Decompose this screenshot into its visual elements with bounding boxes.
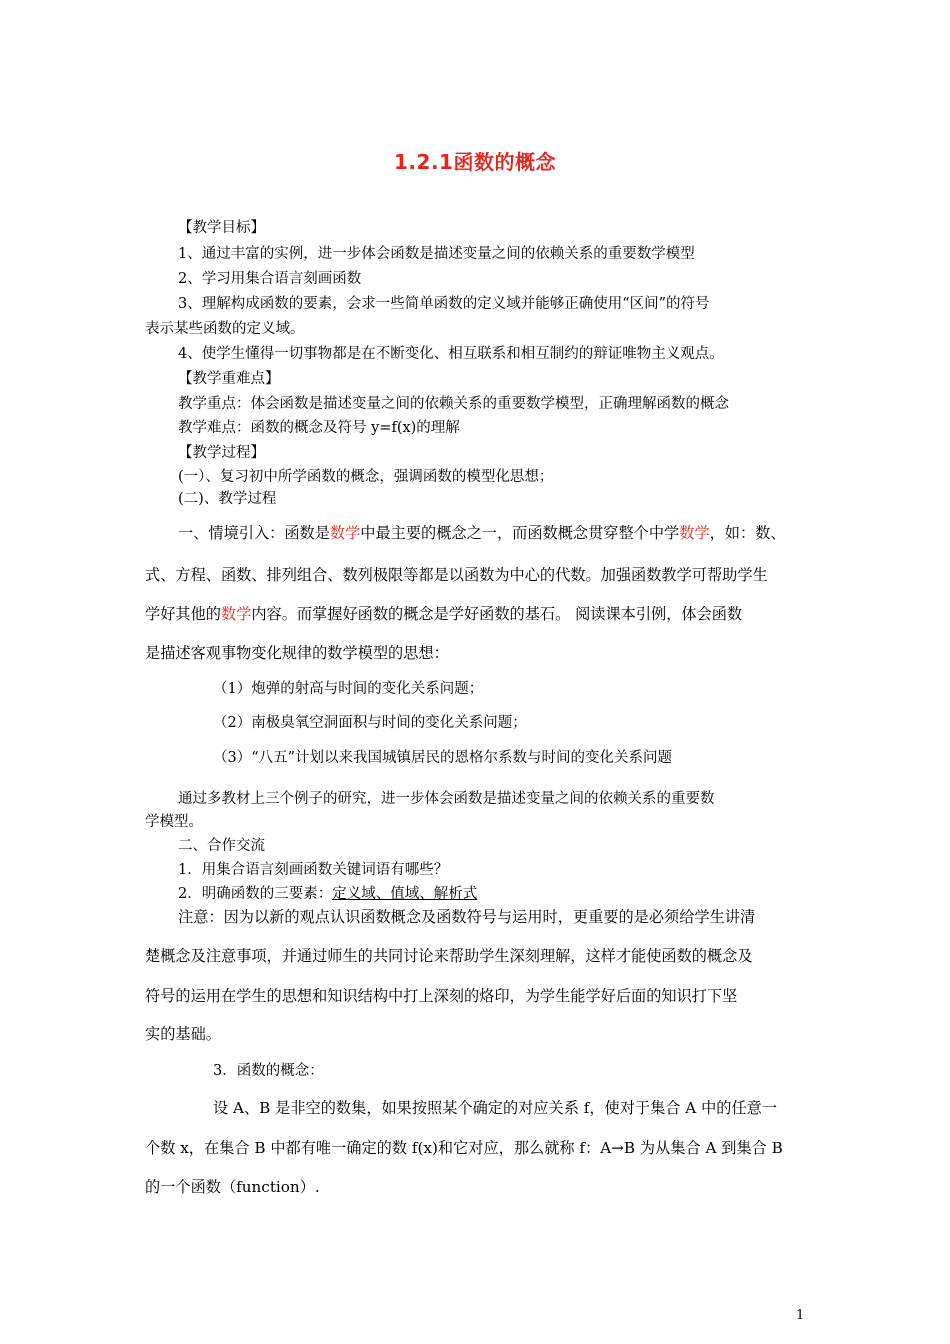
note-line: 符号的运用在学生的思想和知识结构中打上深刻的烙印，为学生能学好后面的知识打下坚 — [145, 987, 738, 1005]
page-title: 1.2.1函数的概念 — [394, 150, 556, 174]
objective-item: 4、使学生懂得一切事物都是在不断变化、相互联系和相互制约的辩证唯物主义观点。 — [178, 346, 724, 362]
note-line: 实的基础。 — [145, 1025, 221, 1043]
objective-item: 3、理解构成函数的要素，会求一些简单函数的定义域并能够正确使用“区间”的符号 — [178, 296, 710, 312]
note-line: 楚概念及注意事项，并通过师生的共同讨论来帮助学生深刻理解，这样才能使函数的概念及 — [145, 947, 753, 965]
page-number: 1 — [796, 1308, 805, 1323]
summary-line: 学模型。 — [145, 814, 203, 830]
note-line: 注意：因为以新的观点认识函数概念及函数符号与运用时，更重要的是必须给学生讲清 — [178, 908, 756, 926]
intro-text: 学好其他的 — [145, 605, 221, 623]
keypoints-heading: 【教学重难点】 — [178, 371, 280, 387]
definition-line: 设 A、B 是非空的数集，如果按照某个确定的对应关系 f，使对于集合 A 中的任意一 — [213, 1099, 778, 1117]
intro-paragraph-line: 是描述客观事物变化规律的数学模型的思想： — [145, 644, 449, 662]
process-step: (二)、教学过程 — [178, 491, 277, 507]
intro-text: ，如：数、 — [709, 524, 786, 542]
three-elements: 定义域、值域、解析式 — [332, 886, 478, 902]
intro-highlight: 数学 — [679, 524, 710, 542]
objective-item: 2、学习用集合语言刻画函数 — [178, 271, 362, 287]
intro-highlight: 数学 — [220, 605, 252, 623]
intro-highlight: 数学 — [329, 524, 361, 542]
coop-item-text: 2．明确函数的三要素： — [178, 886, 333, 902]
definition-line: 的一个函数（function）. — [145, 1178, 320, 1196]
coop-item — [178, 885, 477, 903]
objective-item: 表示某些函数的定义域。 — [145, 321, 305, 337]
key-point: 教学重点：体会函数是描述变量之间的依赖关系的重要数学模型，正确理解函数的概念 — [178, 396, 729, 412]
intro-paragraph-line — [145, 604, 742, 624]
intro-text: 一、情境引入：函数是 — [178, 524, 330, 542]
concept-heading: 3．函数的概念： — [213, 1063, 324, 1079]
intro-text: 中最主要的概念之一，而函数概念贯穿整个中学 — [360, 524, 680, 542]
objectives-heading: 【教学目标】 — [178, 220, 265, 236]
example-item: （3）“八五”计划以来我国城镇居民的恩格尔系数与时间的变化关系问题 — [213, 750, 673, 766]
coop-heading: 二、合作交流 — [178, 838, 265, 854]
difficulty: 教学难点：函数的概念及符号 y=f(x)的理解 — [178, 420, 460, 436]
intro-paragraph-line: 式、方程、函数、排列组合、数列极限等都是以函数为中心的代数。加强函数教学可帮助学生 — [145, 566, 768, 584]
example-item: （1）炮弹的射高与时间的变化关系问题； — [213, 681, 484, 697]
process-step: (一）、复习初中所学函数的概念，强调函数的模型化思想； — [178, 469, 554, 485]
process-heading: 【教学过程】 — [178, 445, 265, 461]
intro-text: 内容。而掌握好函数的概念是学好函数的基石。 阅读课本引例，体会函数 — [251, 605, 743, 623]
coop-item: 1．用集合语言刻画函数关键词语有哪些？ — [178, 862, 449, 878]
definition-line: 个数 x，在集合 B 中都有唯一确定的数 f(x)和它对应，那么就称 f：A→B 为从集合 A 到集合 B — [145, 1139, 783, 1157]
summary-line: 通过多教材上三个例子的研究，进一步体会函数是描述变量之间的依赖关系的重要数 — [178, 791, 715, 807]
example-item: （2）南极臭氧空洞面积与时间的变化关系问题； — [213, 715, 527, 731]
intro-paragraph-line — [178, 523, 786, 543]
objective-item: 1、通过丰富的实例，进一步体会函数是描述变量之间的依赖关系的重要数学模型 — [178, 246, 695, 262]
